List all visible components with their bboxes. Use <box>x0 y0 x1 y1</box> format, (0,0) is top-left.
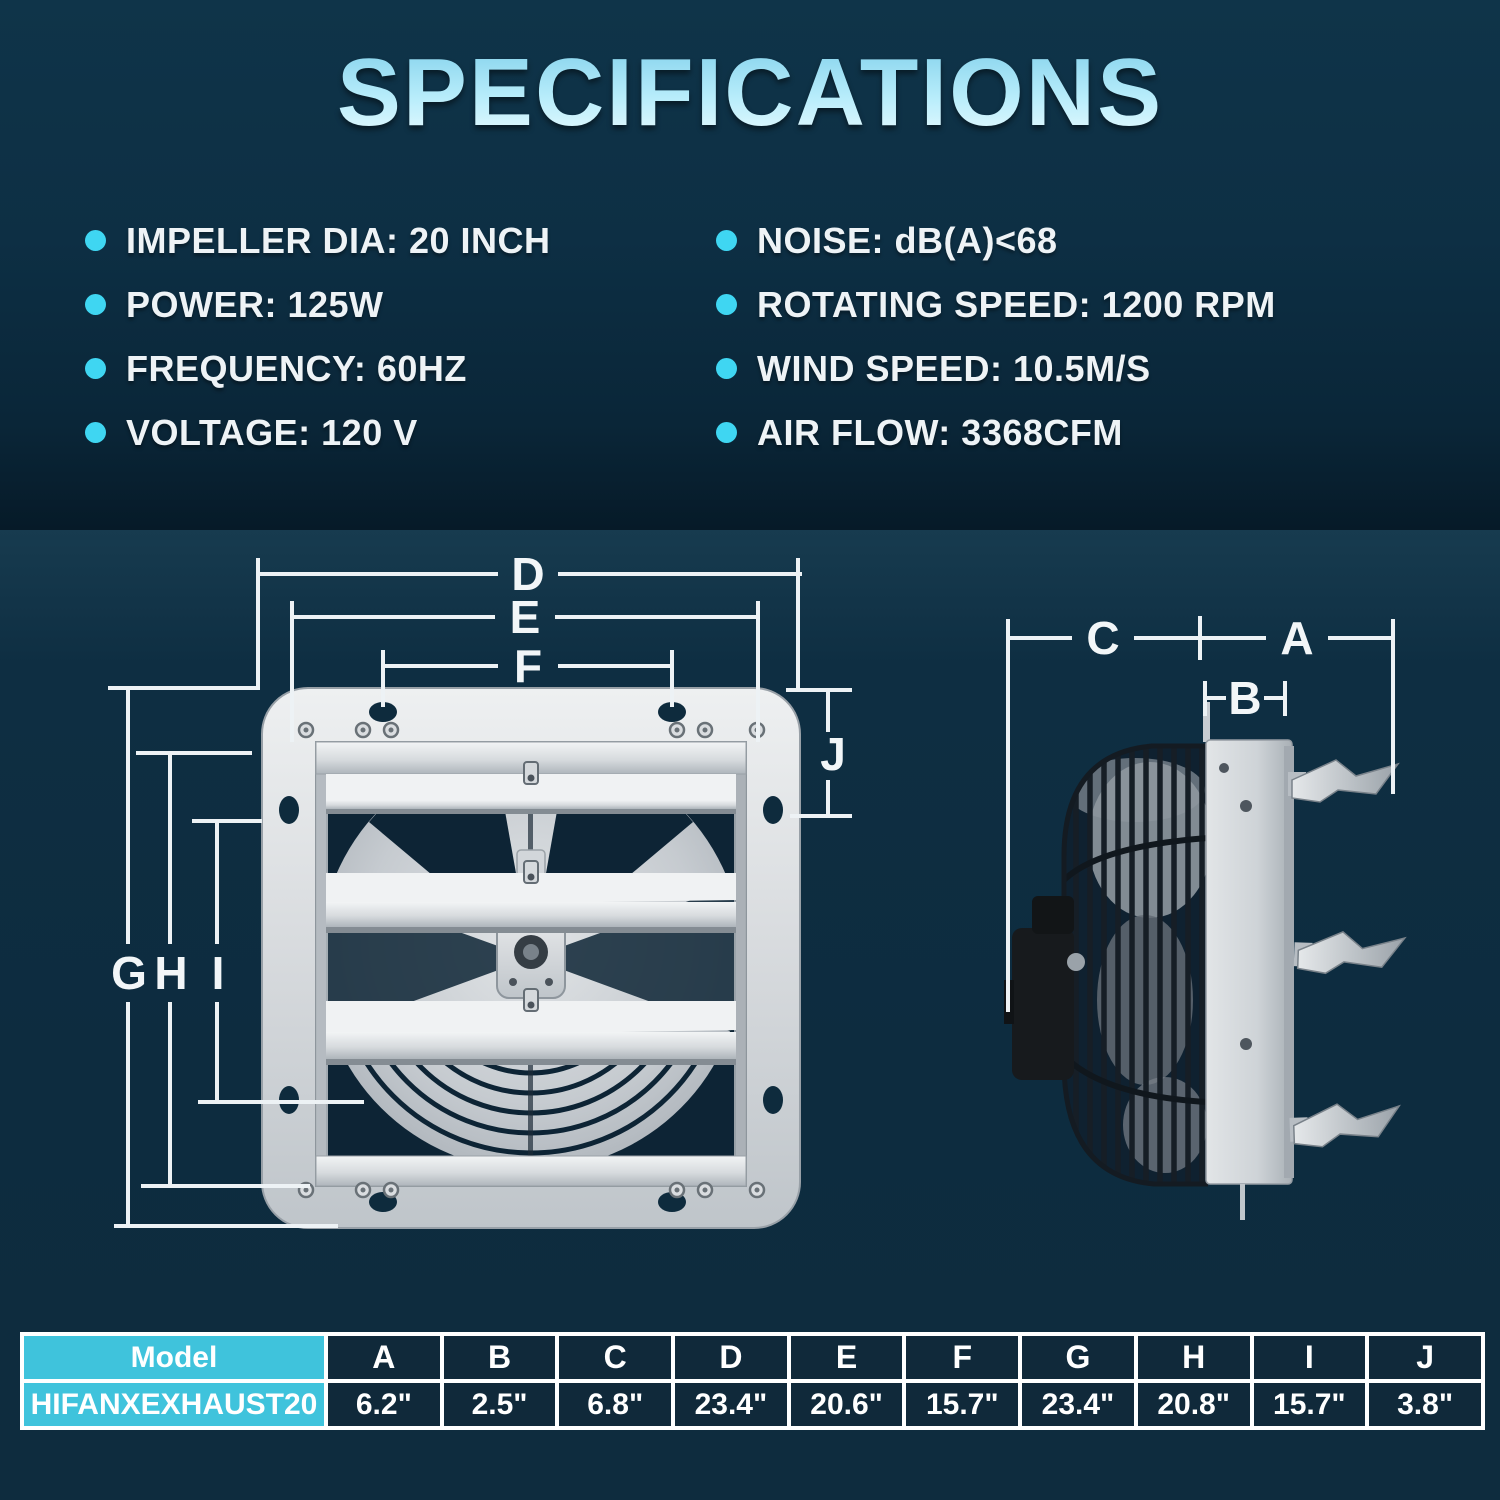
value-c: 6.8" <box>557 1381 673 1428</box>
dim-label-i: I <box>211 947 225 999</box>
value-g: 23.4" <box>1020 1381 1136 1428</box>
dim-label-e: E <box>509 591 541 643</box>
col-header-i: I <box>1252 1334 1368 1381</box>
spec-label: VOLTAGE: 120 V <box>126 411 418 453</box>
value-a: 6.2" <box>326 1381 442 1428</box>
col-header-g: G <box>1020 1334 1136 1381</box>
page-title: SPECIFICATIONS <box>0 38 1500 148</box>
value-j: 3.8" <box>1367 1381 1483 1428</box>
col-header-h: H <box>1136 1334 1252 1381</box>
dimension-table <box>20 1332 1485 1430</box>
table-data-row <box>22 1381 1483 1428</box>
col-header-e: E <box>789 1334 905 1381</box>
col-header-d: D <box>673 1334 789 1381</box>
spec-label: ROTATING SPEED: 1200 RPM <box>757 283 1276 325</box>
value-i: 15.7" <box>1252 1381 1368 1428</box>
fan-blades-side <box>1288 760 1405 1148</box>
spec-label: POWER: 125W <box>126 283 384 325</box>
dim-label-f: F <box>513 640 543 692</box>
model-header-cell: Model <box>22 1334 326 1381</box>
value-e: 20.6" <box>789 1381 905 1428</box>
value-b: 2.5" <box>442 1381 558 1428</box>
table-header-row <box>22 1334 1483 1381</box>
dim-label-h: H <box>154 947 188 999</box>
side-view-drawing <box>1004 702 1405 1220</box>
model-value-cell: HIFANXEXHAUST20 <box>22 1381 326 1428</box>
col-header-b: B <box>442 1334 558 1381</box>
front-view-drawing <box>262 688 800 1228</box>
shutter-slats <box>326 762 736 1065</box>
spec-label: FREQUENCY: 60HZ <box>126 347 467 389</box>
spec-label: IMPELLER DIA: 20 INCH <box>126 219 551 261</box>
dim-label-g: G <box>111 947 147 999</box>
col-header-c: C <box>557 1334 673 1381</box>
dim-label-j: J <box>820 728 846 780</box>
spec-label: NOISE: dB(A)<68 <box>757 219 1058 261</box>
value-d: 23.4" <box>673 1381 789 1428</box>
dim-label-d: D <box>511 548 545 600</box>
value-h: 20.8" <box>1136 1381 1252 1428</box>
col-header-f: F <box>904 1334 1020 1381</box>
col-header-j: J <box>1367 1334 1483 1381</box>
motor <box>1004 896 1085 1080</box>
col-header-a: A <box>326 1334 442 1381</box>
mounting-plate <box>1203 702 1294 1220</box>
spec-label: WIND SPEED: 10.5M/S <box>757 347 1151 389</box>
dim-label-a: A <box>1280 612 1314 664</box>
spec-label: AIR FLOW: 3368CFM <box>757 411 1123 453</box>
dim-label-c: C <box>1086 612 1120 664</box>
dim-label-b: B <box>1228 672 1262 724</box>
value-f: 15.7" <box>904 1381 1020 1428</box>
